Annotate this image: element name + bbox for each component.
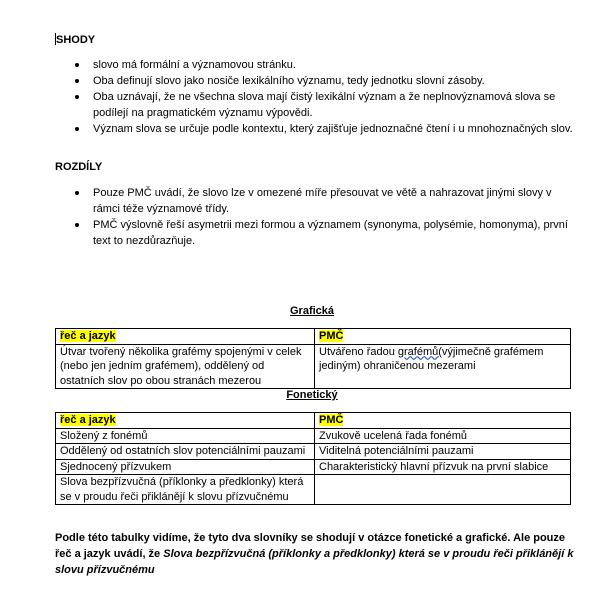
table-cell	[315, 344, 571, 389]
table-cell: Viditelná potenciálními pauzami	[315, 444, 571, 460]
header-label: PMČ	[319, 414, 344, 426]
table-cell: Sjednocený přízvukem	[56, 459, 315, 475]
table-header-cell	[315, 329, 571, 345]
list-item: Oba definují slovo jako nosiče lexikálního významu, tedy jednotku slovní zásoby.	[55, 73, 575, 89]
table-cell: Útvar tvořený několika grafémy spojenými v celek (nebo jen jedním grafémem), oddělený od ostatních slov po obou stranách mezerou	[56, 344, 315, 389]
table-foneticky	[55, 412, 571, 505]
table-cell: Složený z fonémů	[56, 428, 315, 444]
list-item: Význam slova se určuje podle kontextu, který zajišťuje jednoznačné čtení i u mnohoznačných slov.	[55, 121, 575, 137]
list-item: PMČ výslovně řeší asymetrii mezi formou a významem (synonyma, polysémie, homonyma), první text to nezdůrazňuje.	[55, 217, 575, 249]
table-row	[56, 428, 571, 444]
table-cell: Slova bezpřízvučná (příklonky a předklonky) která se v proudu řeči přiklánějí k slovu přízvučnému	[56, 475, 315, 505]
rozdily-list	[55, 185, 575, 249]
section-heading-shody	[55, 33, 95, 46]
table-header-cell	[315, 413, 571, 429]
list-item: Pouze PMČ uvádí, že slovo lze v omezené míře přesouvat ve větě a nahrazovat jinými slovy v rámci téže významové třídy.	[55, 185, 575, 217]
table-cell: Oddělený od ostatních slov potenciálními pauzami	[56, 444, 315, 460]
table-caption-graficka: Grafická	[289, 305, 335, 317]
table-header-cell	[56, 329, 315, 345]
table-header-cell	[56, 413, 315, 429]
table-row	[56, 475, 571, 505]
header-label: řeč a jazyk	[60, 414, 116, 426]
section-heading-rozdily: ROZDÍLY	[55, 161, 103, 173]
table-row	[56, 444, 571, 460]
section-heading-shody-text: SHODY	[56, 34, 96, 46]
table-row	[56, 344, 571, 389]
shody-list	[55, 57, 575, 137]
summary-text: Podle této tabulky vidíme, že tyto dva slovníky se shodují v otázce fonetické a grafické. Ale pouze řeč a jazyk uvádí, že	[55, 532, 566, 560]
list-item: Oba uznávají, že ne všechna slova mají čistý lexikální význam a že neplnovýznamová slova se podílejí na pragmatickém významu výpovědi.	[55, 89, 575, 121]
cell-text: výjimečně grafémem jediným) ohraničenou mezerami	[319, 345, 544, 372]
table-row	[56, 459, 571, 475]
table-cell: Charakteristický hlavní přízvuk na první slabice	[315, 459, 571, 475]
table-header-row	[56, 329, 571, 345]
header-label: řeč a jazyk	[60, 330, 116, 342]
table-cell: Zvukově ucelená řada fonémů	[315, 428, 571, 444]
spellcheck-word: grafémů(	[397, 345, 442, 358]
table-caption-foneticky: Fonetický	[286, 389, 338, 401]
table-header-row	[56, 413, 571, 429]
list-item: slovo má formální a významovou stránku.	[55, 57, 575, 73]
table-graficka	[55, 328, 571, 389]
summary-paragraph	[55, 530, 575, 578]
cell-text: Utvářeno řadou	[319, 345, 398, 358]
summary-italic: Slova bezpřízvučná (příklonky a předklonky) která se v proudu řeči přiklánějí k slovu přízvučnému	[55, 548, 574, 576]
header-label: PMČ	[319, 330, 344, 342]
table-cell	[315, 475, 571, 505]
